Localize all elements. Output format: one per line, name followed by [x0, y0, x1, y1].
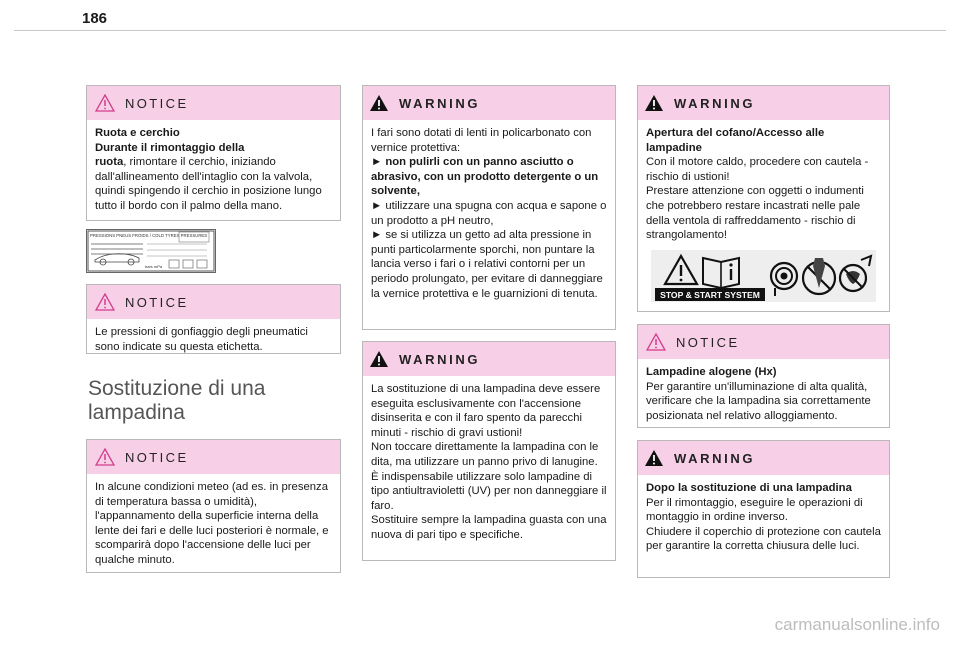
- no-hand-fan-icon: [840, 256, 871, 291]
- top-rule: [14, 30, 946, 31]
- warning-text-2: Chiudere il coperchio di protezione con cautela per garantire la corretta chiusura delle luci.: [646, 525, 881, 553]
- notice-bold-word: ruota: [95, 156, 124, 169]
- warning-bullet-2: ► utilizzare una spugna con acqua e sapone o un prodotto a pH neutro,: [371, 199, 607, 227]
- warning-title: Apertura del cofano/Accesso alle lampadine: [646, 127, 825, 154]
- warning-text-1: La sostituzione di una lampadina deve essere eseguita esclusivamente con l'accensione disinserita e con il faro spento da parecchi minuti - rischio di gravi ustioni!: [371, 383, 601, 439]
- notice-title: Ruota e cerchio: [95, 127, 180, 139]
- tyre-pressure-label-image: [86, 229, 216, 273]
- notice-label: NOTICE: [125, 294, 189, 310]
- notice-text: Per garantire un'illuminazione di alta qualità, verificare che la lampadina sia correttamente posizionata nel relativo alloggiamento.: [646, 380, 871, 422]
- warning-label: WARNING: [674, 450, 756, 466]
- warning-triangle-icon: [95, 94, 115, 112]
- notice-header: [87, 86, 340, 120]
- warning-label: WARNING: [399, 95, 481, 111]
- notice-box-halogen: [637, 324, 890, 428]
- warning-text-3: È indispensabile utilizzare solo lampadine di tipo antiultravioletti (UV) per non danneggiare il faro.: [371, 470, 607, 512]
- notice-box-fogging: [86, 439, 341, 573]
- stop-start-label: STOP & START SYSTEM: [660, 290, 760, 300]
- warning-bullet-1: ► non pulirli con un panno asciutto o abrasivo, con un prodotto detergente o un solvente,: [371, 156, 599, 198]
- warning-text-1: Con il motore caldo, procedere con cautela - rischio di ustioni!: [646, 156, 869, 183]
- warning-title: Dopo la sostituzione di una lampadina: [646, 482, 852, 494]
- notice-header: [638, 325, 889, 359]
- warning-text-2: Non toccare direttamente la lampadina con le dita, ma utilizzare un panno privo di lanugine.: [371, 441, 599, 468]
- fan-spiral-icon: [771, 263, 797, 296]
- warning-triangle-icon: [644, 94, 664, 112]
- warning-label: WARNING: [674, 95, 756, 111]
- manual-book-icon: [703, 258, 739, 288]
- warning-box-polycarbonate: [362, 85, 616, 330]
- warning-header: [363, 86, 615, 120]
- warning-intro: I fari sono dotati di lenti in policarbonato con vernice protettiva:: [371, 127, 592, 154]
- notice-subtitle: Durante il rimontaggio della: [95, 141, 245, 154]
- warning-header: [363, 342, 615, 376]
- warning-text-1: Per il rimontaggio, eseguire le operazioni di montaggio in ordine inverso.: [646, 496, 863, 524]
- notice-label: NOTICE: [125, 449, 189, 465]
- warning-text-4: Sostituire sempre la lampadina guasta con una nuova di pari tipo e specifiche.: [371, 514, 607, 541]
- section-title: [88, 377, 265, 425]
- warning-header: [638, 86, 889, 120]
- warning-triangle-icon: [644, 449, 664, 467]
- no-tie-icon: [803, 258, 835, 294]
- notice-text: , rimontare il cerchio, iniziando dall'allineamento dell'intaglio con la valvola, quindi spingendo il cerchio in posizione lungo tutto il bordo con il palmo della mano.: [95, 156, 322, 212]
- section-title-line2: lampadina: [88, 401, 185, 424]
- notice-box-wheel-rim: [86, 85, 341, 221]
- notice-box-tyre-pressure: [86, 284, 341, 354]
- label-image-top-text: PRESSIONS PNEUS FROIDS / COLD TYRES PRESSURES: [90, 233, 208, 238]
- notice-header: [87, 285, 340, 319]
- notice-text: In alcune condizioni meteo (ad es. in presenza di temperatura bassa o umidità), l'appannamento della superficie interna della lente dei fari e delle luci posteriori è normale, e scomparirà dopo l'accensione delle luci per qualche minuto.: [95, 481, 329, 566]
- warning-text-2: Prestare attenzione con oggetti o indumenti che potrebbero restare incastrati nelle pale della ventola di raffreddamento - rischio di strangolamento!: [646, 185, 864, 242]
- warning-triangle-icon: [95, 448, 115, 466]
- notice-header: [87, 440, 340, 474]
- stop-start-icons-image: [651, 250, 876, 302]
- warning-box-after-replacement: [637, 440, 890, 578]
- notice-label: NOTICE: [676, 334, 740, 350]
- warning-triangle-icon: [369, 94, 389, 112]
- warning-triangle-icon: [646, 333, 666, 351]
- notice-label: NOTICE: [125, 95, 189, 111]
- warning-box-bulb-replacement: [362, 341, 616, 561]
- warning-triangle-icon: [95, 293, 115, 311]
- warning-triangle-icon: [369, 350, 389, 368]
- warning-label: WARNING: [399, 351, 481, 367]
- page-number: 186: [82, 10, 108, 27]
- section-title-line1: Sostituzione di una: [88, 377, 266, 400]
- warning-header: [638, 441, 889, 475]
- watermark: carmanualsonline.info: [774, 615, 940, 634]
- notice-title: Lampadine alogene (Hx): [646, 366, 777, 378]
- notice-text: Le pressioni di gonfiaggio degli pneumatici sono indicate su questa etichetta.: [95, 326, 308, 353]
- label-image-bottom-text: bars mPa: [145, 264, 163, 269]
- warning-bullet-3: ► se si utilizza un getto ad alta pressione in punti particolarmente sporchi, non puntare la lancia verso i fari o i relativi contorni per un periodo prolungato, per evitare di danneggiare la vernice protettiva e le guarnizioni di tenuta.: [371, 229, 603, 300]
